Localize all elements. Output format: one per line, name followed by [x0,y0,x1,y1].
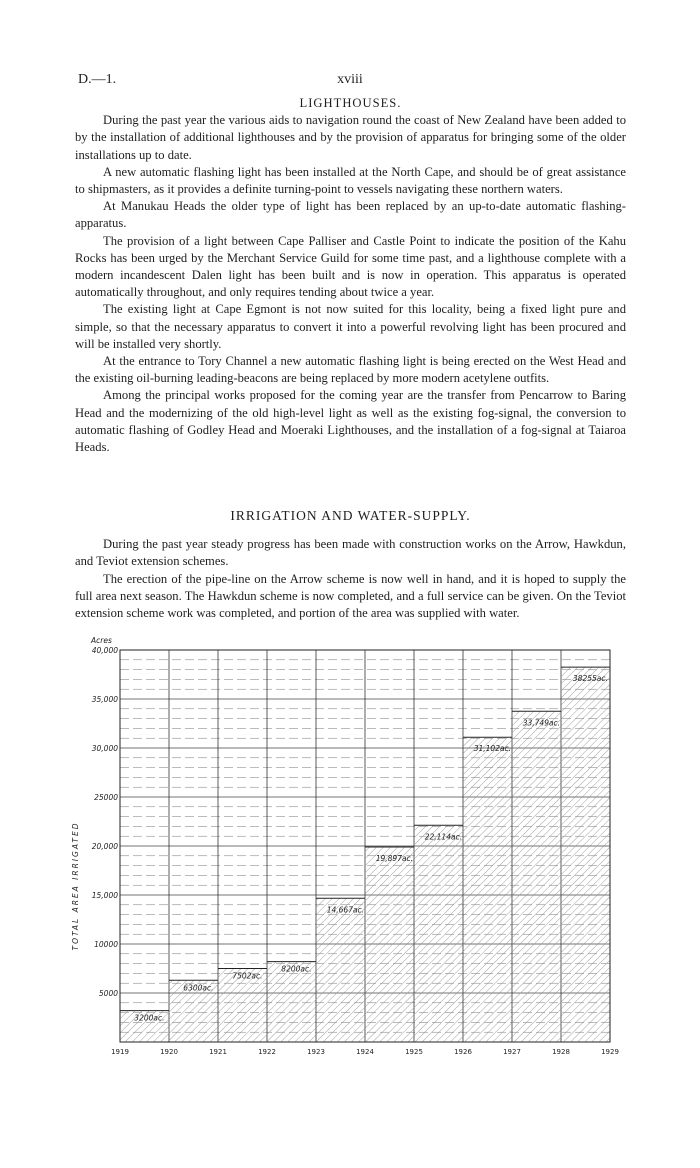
bar-value-label: 7502ac. [232,971,263,981]
y-tick-label: 30,000 [91,744,118,753]
bar-value-label: 6300ac. [183,983,214,993]
bar-1926 [463,737,512,1042]
bar-value-label: 14,667ac. [326,905,365,915]
y-tick-label: 35,000 [91,695,118,704]
x-tick-label: 1919 [111,1048,129,1056]
bar-value-label: 19,897ac. [375,854,414,864]
paragraph: At Manukau Heads the older type of light has been replaced by an up-to-date automatic flashing-apparatus. [75,199,626,231]
x-tick-label: 1923 [307,1048,325,1056]
x-tick-label: 1926 [454,1048,472,1056]
bar-value-label: 8200ac. [281,964,312,974]
bar-value-label: 31,102ac. [473,744,512,754]
x-tick-label: 1928 [552,1048,570,1056]
bar-1923 [316,898,365,1042]
bar-value-label: 3200ac. [134,1013,165,1023]
y-unit-label: Acres [91,636,112,645]
bar-1927 [512,711,561,1042]
bar-1922 [267,962,316,1042]
x-tick-label: 1920 [160,1048,178,1056]
y-tick-label: 20,000 [91,842,118,851]
x-tick-label: 1925 [405,1048,423,1056]
y-tick-label: 40,000 [91,646,118,655]
paragraph: During the past year the various aids to navigation round the coast of New Zealand have been added to by the installation of additional lighthouses and by the provision of apparatus for bringing some of the older installations up to date. [75,113,626,162]
x-tick-label: 1921 [209,1048,227,1056]
irrigation-heading: IRRIGATION AND WATER-SUPPLY. [230,508,471,523]
page-number: xviii [337,72,363,87]
page-reference: D.—1. [78,72,117,87]
bar-1925 [414,825,463,1042]
paragraph: The erection of the pipe-line on the Arrow scheme is now well in hand, and it is hoped to supply the full area next season. The Hawkdun scheme is now completed, and a full service can be given. On the Teviot extension scheme work was completed, and portion of the area was supplied with water. [75,571,626,621]
x-tick-label: 1922 [258,1048,276,1056]
paragraph: The provision of a light between Cape Palliser and Castle Point to indicate the position of the Kahu Rocks has been urged by the Merchant Service Guild for some time past, and a lighthouse complete with a modern incandescent Dalen light has been built and is now in operation. This apparatus is operated automatically throughout, and only requires tending about twice a year. [75,233,626,300]
paragraph: At the entrance to Tory Channel a new automatic flashing light is being erected on the West Head and the existing oil-burning leading-beacons are being replaced by more modern acetylene outfits. [75,354,626,386]
y-tick-label: 25000 [94,793,118,802]
y-tick-label: 5000 [98,989,118,998]
bar-value-label: 38255ac. [572,674,608,684]
paragraph: During the past year steady progress has been made with construction works on the Arrow, Hawkdun, and Teviot extension schemes. [75,537,626,569]
y-axis-label: TOTAL AREA IRRIGATED [71,821,80,951]
x-tick-label: 1929 [601,1048,619,1056]
y-tick-label: 15,000 [91,891,118,900]
paragraph: Among the principal works proposed for the coming year are the transfer from Pencarrow to Baring Head and the modernizing of the old high-level light as well as the existing fog-signal, the conversion to automatic flashing of Godley Head and Moeraki Lighthouses, and the installation of a fog-signal at Taiaroa Heads. [75,388,626,455]
bar-1928 [561,667,610,1042]
lighthouses-heading: LIGHTHOUSES. [299,96,402,110]
bar-value-label: 22,114ac. [424,832,463,842]
x-tick-label: 1924 [356,1048,374,1056]
paragraph: The existing light at Cape Egmont is not now suited for this locality, being a fixed light pure and simple, so that the necessary apparatus to convert it into a powerful revolving light has been procured and will be installed very shortly. [75,302,626,351]
x-tick-label: 1927 [503,1048,521,1056]
paragraph: A new automatic flashing light has been installed at the North Cape, and should be of great assistance to shipmasters, as it provides a definite turning-point to vessels navigating these northern waters. [75,164,626,197]
y-tick-label: 10000 [94,940,118,949]
bar-1924 [365,847,414,1042]
bar-value-label: 33,749ac. [522,718,561,728]
